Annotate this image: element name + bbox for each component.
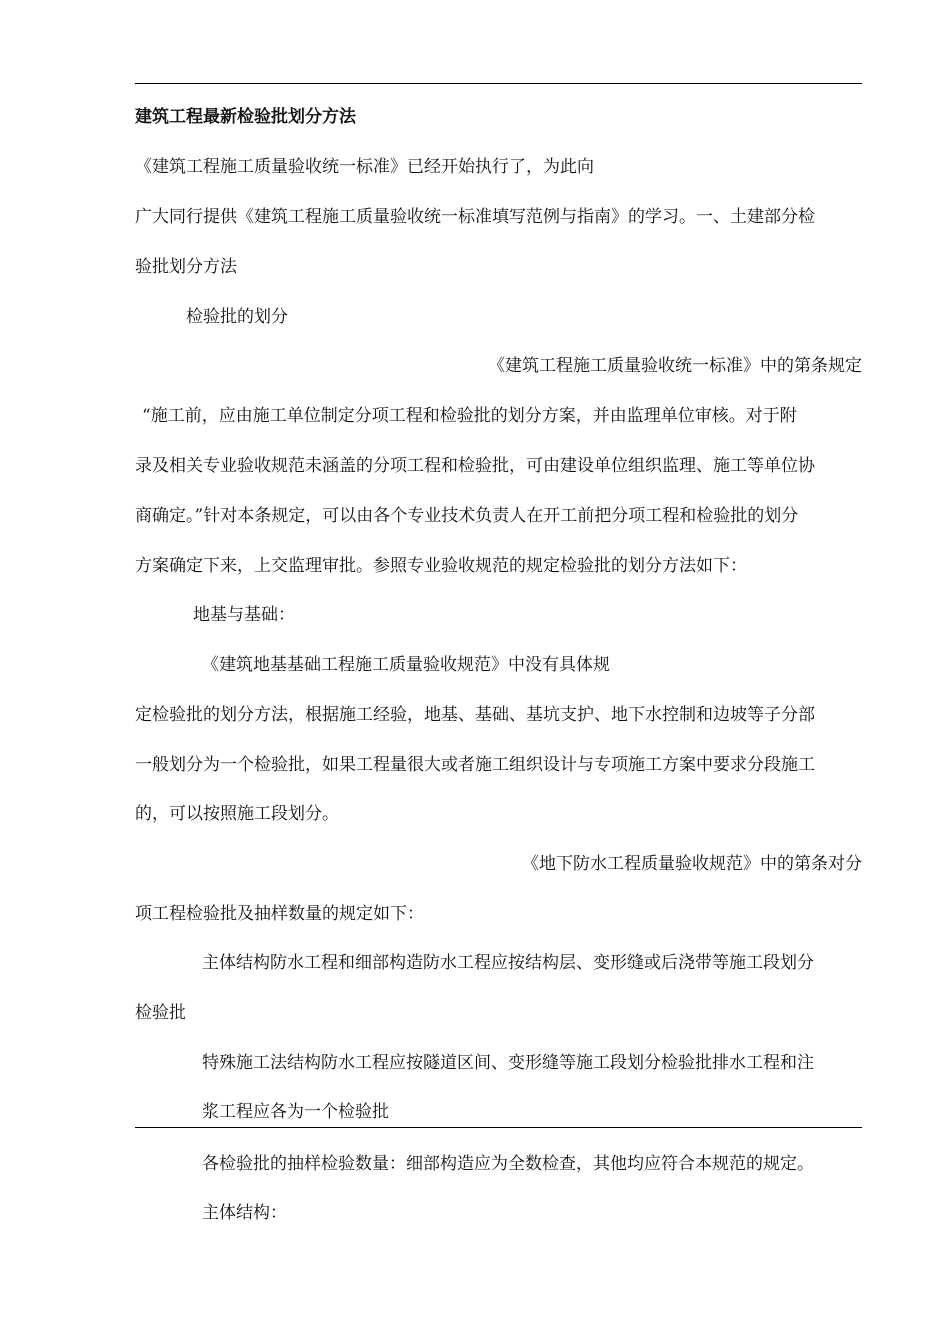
section-heading: 主体结构：	[202, 1203, 287, 1223]
section-heading: 检验批的划分	[186, 307, 288, 327]
paragraph-line: 一般划分为一个检验批，如果工程量很大或者施工组织设计与专项施工方案中要求分段施工	[135, 755, 815, 775]
document-title: 建筑工程最新检验批划分方法	[135, 107, 356, 127]
paragraph-line: 商确定。”针对本条规定，可以由各个专业技术负责人在开工前把分项工程和检验批的划分	[135, 506, 799, 526]
paragraph-line: 检验批	[135, 1003, 186, 1023]
paragraph-line: 的，可以按照施工段划分。	[135, 804, 339, 824]
paragraph-line: 《建筑工程施工质量验收统一标准》中的第条规定	[488, 356, 862, 376]
paragraph-line: 《建筑地基基础工程施工质量验收规范》中没有具体规	[202, 655, 610, 675]
top-rule	[135, 83, 862, 84]
paragraph-line: “施工前，应由施工单位制定分项工程和检验批的划分方案，并由监理单位审核。对于附	[142, 406, 797, 426]
paragraph-line: 《建筑工程施工质量验收统一标准》已经开始执行了，为此向	[135, 157, 594, 177]
paragraph-line: 验批划分方法	[135, 257, 237, 277]
paragraph-line: 项工程检验批及抽样数量的规定如下：	[135, 904, 424, 924]
section-rule	[135, 1127, 862, 1128]
paragraph-line: 《地下防水工程质量验收规范》中的第条对分	[522, 854, 862, 874]
paragraph-line: 主体结构防水工程和细部构造防水工程应按结构层、变形缝或后浇带等施工段划分	[202, 953, 814, 973]
paragraph-line: 特殊施工法结构防水工程应按隧道区间、变形缝等施工段划分检验批排水工程和注	[202, 1053, 814, 1073]
paragraph-line: 录及相关专业验收规范未涵盖的分项工程和检验批，可由建设单位组织监理、施工等单位协	[135, 456, 815, 476]
paragraph-line: 广大同行提供《建筑工程施工质量验收统一标准填写范例与指南》的学习。一、土建部分检	[135, 207, 815, 227]
paragraph-line: 各检验批的抽样检验数量：细部构造应为全数检查，其他均应符合本规范的规定。	[202, 1154, 814, 1174]
paragraph-line: 方案确定下来，上交监理审批。参照专业验收规范的规定检验批的划分方法如下：	[135, 556, 747, 576]
paragraph-line: 定检验批的划分方法，根据施工经验，地基、基础、基坑支护、地下水控制和边坡等子分部	[135, 705, 815, 725]
section-heading: 地基与基础：	[193, 605, 295, 625]
paragraph-line: 浆工程应各为一个检验批	[202, 1102, 389, 1122]
